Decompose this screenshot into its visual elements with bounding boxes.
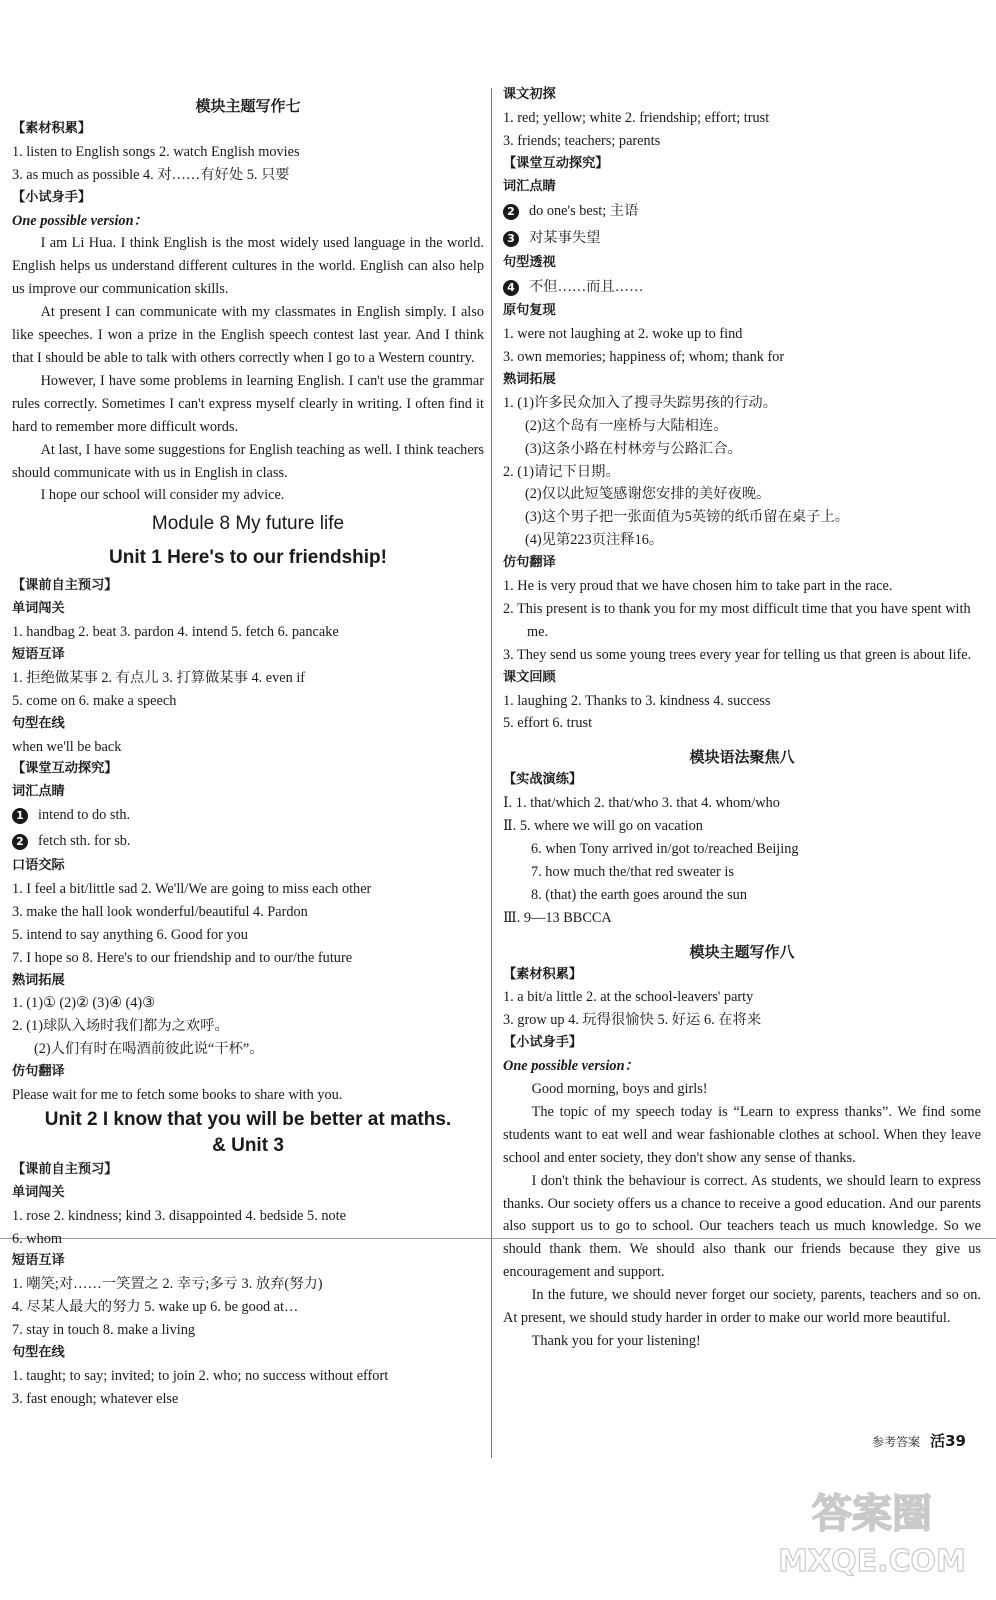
answer-line: 2. (1)请记下日期。 (503, 463, 620, 480)
answer-text: fetch sth. for sb. (38, 833, 131, 850)
answer-line: 8. (that) the earth goes around the sun (531, 886, 747, 903)
subsection-translation: 仿句翻译 (503, 555, 556, 571)
essay-paragraph: In the future, we should never forget our society, parents, teachers and so on. At present, we should study harder in order to make our world more beautiful. (503, 1287, 981, 1327)
essay-paragraph: Thank you for your listening! (531, 1332, 701, 1349)
essay-paragraph: At present I can communicate with my classmates in English simply. I also like speeches. I won a prize in the English speech contest last year. And I think that I should be able to talk with others correctly when I go to a Western country. (12, 304, 484, 366)
unit-1-title: Unit 1 Here's to our friendship! (109, 547, 387, 569)
subsection-vocab: 词汇点睛 (503, 178, 556, 194)
answer-text: intend to do sth. (38, 807, 131, 824)
answer-line: (3)这条小路在村林旁与公路汇合。 (525, 440, 742, 457)
right-column (503, 84, 981, 1353)
possible-version-label: One possible version： (12, 212, 148, 229)
footer-label: 参考答案 (872, 1435, 921, 1449)
answer-line: 6. when Tony arrived in/got to/reached Beijing (531, 840, 799, 857)
answer-line: 1. (1)① (2)② (3)④ (4)③ (12, 995, 155, 1012)
essay-paragraph: At last, I have some suggestions for English teaching as well. I think teachers should communicate with us in English in class. (12, 441, 484, 481)
left-column (12, 84, 484, 1411)
writing-7-title: 模块主题写作七 (195, 97, 301, 115)
essay-paragraph: I don't think the behaviour is correct. As students, we should learn to express thanks. Our society offers us a chance to receive a good education. And our parents also support us to go to school. Our teachers teach us much knowledge. So we should thank them. We should also thank our friends because they give us encouragement and support. (503, 1172, 981, 1281)
subsection-vocab: 词汇点睛 (12, 784, 65, 800)
answer-line (503, 275, 981, 300)
answer-line: Ⅱ. 5. where we will go on vacation (503, 818, 703, 835)
answer-line: 3. as much as possible 4. 对……有好处 5. 只要 (12, 166, 290, 183)
answer-line: 7. how much the/that red sweater is (531, 863, 734, 880)
section-classroom: 【课堂互动探究】 (503, 155, 609, 171)
number-badge: 2 (503, 204, 519, 220)
answer-line: 5. come on 6. make a speech (12, 692, 177, 709)
answer-line: 1. a bit/a little 2. at the school-leavers' party (503, 989, 754, 1006)
subsection-sentences: 句型在线 (12, 715, 65, 731)
section-drill: 【实战演练】 (503, 772, 583, 788)
answer-line (503, 198, 981, 225)
essay-paragraph: Good morning, boys and girls! (531, 1081, 708, 1097)
answer-line: 1. 嘲笑;对……一笑置之 2. 幸亏;多亏 3. 放弃(努力) (12, 1276, 323, 1293)
answer-line: 3. fast enough; whatever else (12, 1390, 179, 1407)
answer-line: 1. were not laughing at 2. woke up to find (503, 326, 743, 343)
answer-line: 3. friends; teachers; parents (503, 132, 661, 149)
answer-line: (2)仅以此短笺感谢您安排的美好夜晚。 (525, 486, 771, 503)
subsection-phrases: 短语互译 (12, 647, 65, 662)
answer-line: 1. handbag 2. beat 3. pardon 4. intend 5. fetch 6. pancake (12, 624, 339, 641)
answer-text: 不但……而且…… (529, 279, 644, 296)
essay-paragraph: The topic of my speech today is “Learn to express thanks”. We find some students want to eat well and wear fashionable clothes at school. When they leave school and enter society, they don't show any sense of thanks. (503, 1103, 981, 1166)
answer-text: do one's best; 主语 (529, 203, 639, 220)
answer-line: (4)见第223页注释16。 (525, 532, 664, 549)
answer-line: 1. laughing 2. Thanks to 3. kindness 4. success (503, 692, 771, 709)
essay-paragraph: However, I have some problems in learning English. I can't use the grammar rules correctly. Sometimes I can't express myself clearly in writing. I often find it hard to remember more difficult words. (12, 372, 484, 435)
answer-line: (2)人们有时在喝酒前彼此说“干杯”。 (34, 1041, 264, 1058)
answer-line: 3. own memories; happiness of; whom; thank for (503, 349, 785, 366)
answer-line: Ⅰ. 1. that/which 2. that/who 3. that 4. whom/who (503, 795, 780, 812)
watermark-line1: 答案圈 (812, 1491, 932, 1537)
subsection-extension: 熟词拓展 (12, 972, 65, 988)
answer-line (12, 804, 484, 827)
section-practice: 【小试身手】 (503, 1035, 583, 1051)
answer-line: (3)这个男子把一张面值为5英镑的纸币留在桌子上。 (525, 509, 850, 526)
answer-line: 1. I feel a bit/little sad 2. We'll/We are going to miss each other (12, 881, 372, 898)
subsection-extension: 熟词拓展 (503, 372, 556, 388)
answer-line: 4. 尽某人最大的努力 5. wake up 6. be good at… (12, 1299, 299, 1316)
module-8-title: Module 8 My future life (151, 513, 345, 535)
section-preview: 【课前自主预习】 (12, 578, 118, 594)
subsection-oral: 口语交际 (12, 858, 65, 874)
section-material: 【素材积累】 (12, 121, 92, 136)
subsection-phrases: 短语互译 (12, 1253, 65, 1269)
answer-line: 1. listen to English songs 2. watch English movies (12, 143, 300, 160)
answer-line: 1. taught; to say; invited; to join 2. who; no success without effort (12, 1367, 389, 1384)
subsection-words: 单词闯关 (12, 601, 65, 617)
section-preview: 【课前自主预习】 (12, 1161, 118, 1177)
answer-line: 3. They send us some young trees every year for telling us that green is about life. (503, 646, 972, 663)
answer-line (503, 225, 981, 252)
answer-line: 7. stay in touch 8. make a living (12, 1322, 196, 1339)
section-material: 【素材积累】 (503, 966, 583, 982)
watermark-line2: MXQE.COM (778, 1544, 966, 1579)
subsection-text-explore: 课文初探 (503, 87, 556, 102)
answer-line (12, 827, 484, 855)
answer-line: 3. make the hall look wonderful/beautiful 4. Pardon (12, 903, 308, 920)
answer-line: 1. He is very proud that we have chosen him to take part in the race. (503, 578, 893, 595)
writing-8-title: 模块主题写作八 (689, 942, 795, 961)
unit-3-title: & Unit 3 (212, 1134, 284, 1156)
watermark-logo (772, 1475, 972, 1585)
essay-paragraph: I am Li Hua. I think English is the most widely used language in the world. English helps us understand different cultures in the world. English can also help us improve our communication skills. (12, 235, 484, 298)
answer-line: 5. intend to say anything 6. Good for you (12, 926, 248, 943)
unit-2-title: Unit 2 I know that you will be better at maths. (44, 1108, 452, 1130)
number-badge: 1 (12, 808, 28, 824)
grammar-8-title: 模块语法聚焦八 (689, 748, 795, 767)
answer-line: when we'll be back (12, 738, 122, 755)
page-number: 活39 (930, 1432, 966, 1450)
answer-line: 1. (1)许多民众加入了搜寻失踪男孩的行动。 (503, 394, 778, 411)
essay-paragraph: I hope our school will consider my advice. (40, 487, 285, 504)
answer-line: 1. 拒绝做某事 2. 有点儿 3. 打算做某事 4. even if (12, 669, 306, 686)
answer-line: Please wait for me to fetch some books to share with you. (12, 1087, 343, 1104)
subsection-review: 课文回顾 (503, 669, 556, 685)
possible-version-label: One possible version： (503, 1058, 639, 1075)
answer-line: 3. grow up 4. 玩得很愉快 5. 好运 6. 在将来 (503, 1012, 762, 1029)
subsection-original: 原句复现 (503, 303, 556, 319)
number-badge: 4 (503, 280, 519, 296)
number-badge: 3 (503, 231, 519, 247)
subsection-sentence-pattern: 句型透视 (503, 255, 556, 271)
answer-line: 2. This present is to thank you for my most difficult time that you have spent with me. (503, 600, 971, 640)
answer-line: 1. rose 2. kindness; kind 3. disappointed 4. bedside 5. note (12, 1207, 346, 1224)
answer-line: 2. (1)球队入场时我们都为之欢呼。 (12, 1018, 229, 1035)
section-classroom: 【课堂互动探究】 (12, 761, 118, 777)
answer-line: 6. whom (12, 1230, 63, 1247)
number-badge: 2 (12, 834, 28, 850)
subsection-translation: 仿句翻译 (12, 1064, 65, 1080)
answer-line: 7. I hope so 8. Here's to our friendship and to our/the future (12, 949, 353, 966)
answer-line: 1. red; yellow; white 2. friendship; effort; trust (503, 109, 770, 126)
section-practice: 【小试身手】 (12, 189, 92, 205)
answer-line: 5. effort 6. trust (503, 715, 593, 732)
answer-text: 对某事失望 (529, 230, 601, 247)
subsection-words: 单词闯关 (12, 1184, 65, 1200)
subsection-sentences: 句型在线 (12, 1345, 65, 1361)
column-divider (491, 88, 492, 1458)
answer-line: Ⅲ. 9—13 BBCCA (503, 909, 612, 926)
answer-line: (2)这个岛有一座桥与大陆相连。 (525, 417, 728, 434)
page-footer (872, 1430, 966, 1451)
